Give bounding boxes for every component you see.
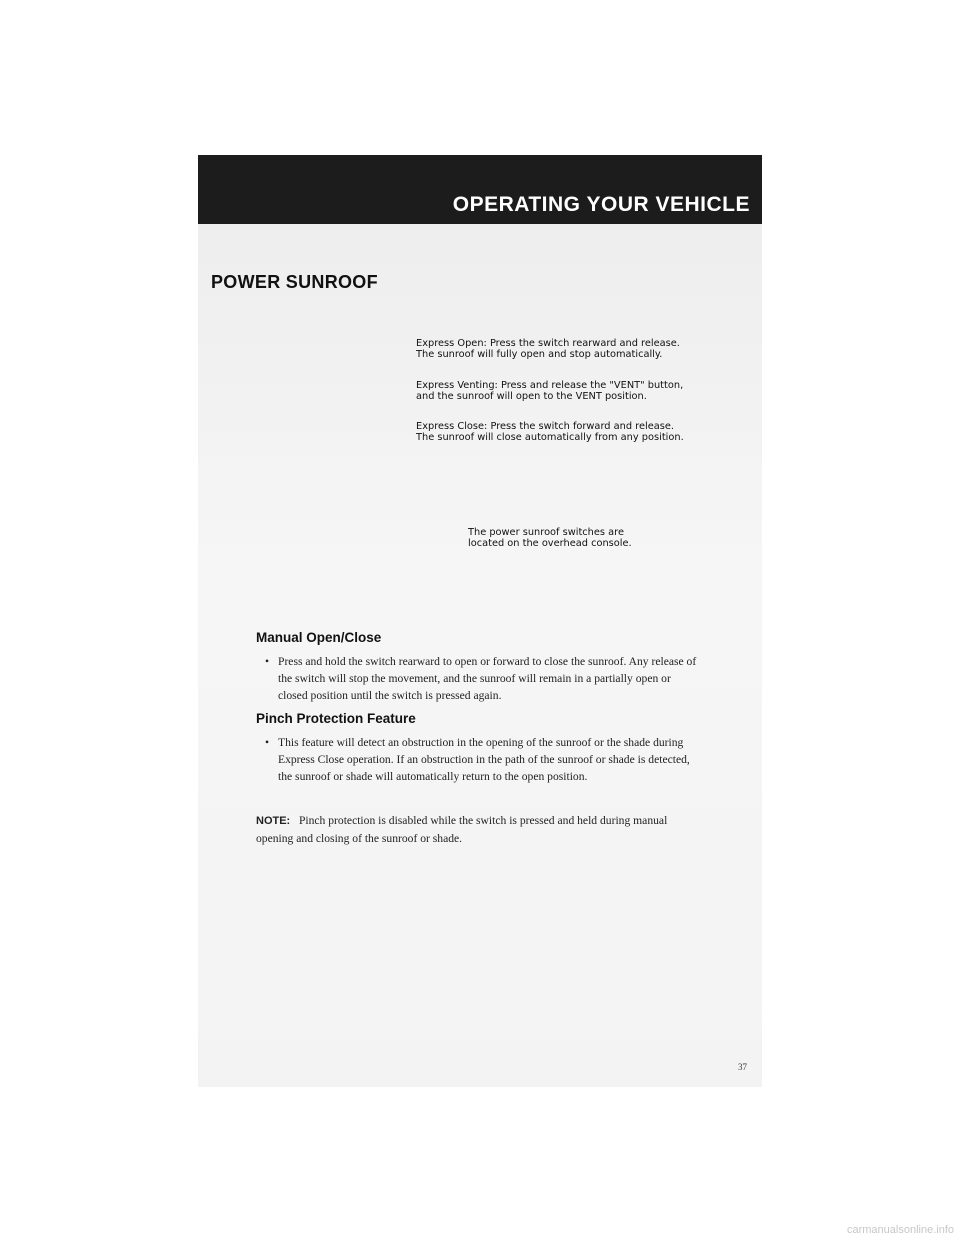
callout-express-venting (416, 380, 683, 402)
note-text: opening and closing of the sunroof or shade. (256, 832, 463, 845)
callout-line: Express Venting: Press and release the "VENT" button, (416, 380, 684, 391)
manual-page (198, 155, 762, 1087)
callout-line: The sunroof will close automatically from any position. (416, 432, 684, 443)
bullet-dot: • (265, 655, 270, 668)
pinch-protection-bullet (265, 734, 755, 785)
bullet-line: This feature will detect an obstruction in the opening of the sunroof or the shade during (278, 736, 684, 749)
bullet-dot: • (265, 736, 270, 749)
callout-line: Express Close: Press the switch forward and release. (416, 421, 675, 432)
bullet-line: Press and hold the switch rearward to open or forward to close the sunroof. Any release of (278, 655, 697, 668)
watermark: carmanualsonline.info (846, 1224, 954, 1236)
header-band (198, 155, 762, 224)
note-paragraph (256, 812, 726, 847)
manual-open-close-bullet (265, 653, 755, 704)
callout-line: and the sunroof will open to the VENT position. (416, 391, 647, 402)
section-title: POWER SUNROOF (211, 272, 378, 292)
callout-line: The sunroof will fully open and stop automatically. (416, 349, 663, 360)
bullet-line: closed position until the switch is pressed again. (278, 689, 502, 702)
figure-caption (468, 527, 632, 549)
note-label: NOTE: (256, 815, 291, 827)
manual-open-close-heading: Manual Open/Close (256, 630, 382, 645)
callout-line: Express Open: Press the switch rearward and release. (416, 338, 680, 349)
pinch-protection-heading: Pinch Protection Feature (256, 711, 416, 726)
header-title: OPERATING YOUR VEHICLE (452, 193, 750, 216)
callout-express-open (416, 338, 680, 360)
bullet-line: Express Close operation. If an obstruction in the path of the sunroof or shade is detected, (278, 753, 690, 766)
caption-line: The power sunroof switches are (468, 527, 624, 538)
note-text: Pinch protection is disabled while the switch is pressed and held during manual (298, 814, 668, 827)
callout-express-close (416, 421, 684, 443)
bullet-line: the switch will stop the movement, and the sunroof will remain in a partially open or (278, 672, 671, 685)
bullet-line: the sunroof or shade will automatically return to the open position. (278, 770, 588, 783)
page-number: 37 (738, 1062, 747, 1072)
caption-line: located on the overhead console. (468, 538, 632, 549)
